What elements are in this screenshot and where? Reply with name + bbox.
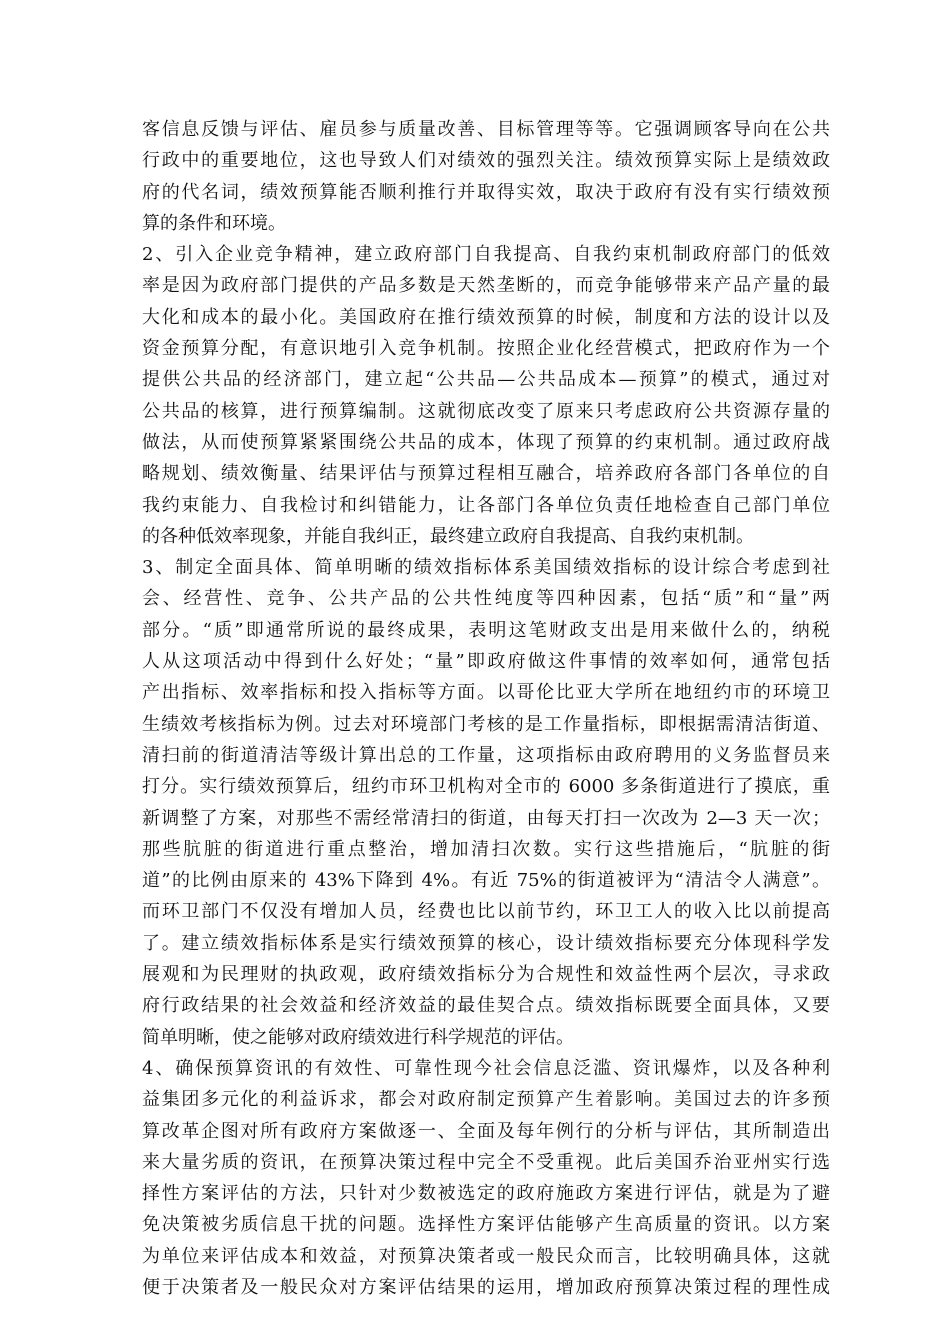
text-line: 客信息反馈与评估、雇员参与质量改善、目标管理等等。它强调顾客导向在公共 xyxy=(142,119,830,140)
text-line: 择性方案评估的方法，只针对少数被选定的政府施政方案进行评估，就是为了避 xyxy=(142,1183,830,1205)
text-line: 提供公共品的经济部门，建立起“公共品—公共品成本—预算”的模式，通过对 xyxy=(142,369,830,391)
text-line: 道”的比例由原来的 43%下降到 4%。有近 75%的街道被评为“清洁令人满意”。 xyxy=(142,870,830,892)
text-line: 新调整了方案，对那些不需经常清扫的街道，由每天打扫一次改为 2—3 天一次； xyxy=(142,807,830,829)
text-line: 展观和为民理财的执政观，政府绩效指标分为合规性和效益性两个层次，寻求政 xyxy=(142,964,830,986)
text-line: 生绩效考核指标为例。过去对环境部门考核的是工作量指标，即根据需清洁街道、 xyxy=(142,713,830,735)
text-line: 公共品的核算，进行预算编制。这就彻底改变了原来只考虑政府公共资源存量的 xyxy=(142,400,830,422)
text-line: 了。建立绩效指标体系是实行绩效预算的核心，设计绩效指标要充分体现科学发 xyxy=(142,932,830,954)
text-line: 4、确保预算资讯的有效性、可靠性现今社会信息泛滥、资讯爆炸，以及各种利 xyxy=(142,1057,830,1079)
text-line: 算改革企图对所有政府方案做逐一、全面及每年例行的分析与评估，其所制造出 xyxy=(142,1120,830,1142)
text-line: 府行政结果的社会效益和经济效益的最佳契合点。绩效指标既要全面具体，又要 xyxy=(142,995,830,1017)
text-line: 算的条件和环境。 xyxy=(142,212,286,234)
text-line: 那些肮脏的街道进行重点整治，增加清扫次数。实行这些措施后，“肮脏的街 xyxy=(142,838,830,860)
text-line: 率是因为政府部门提供的产品多数是天然垄断的，而竞争能够带来产品产量的最 xyxy=(142,275,830,297)
text-line: 略规划、绩效衡量、结果评估与预算过程相互融合，培养政府各部门各单位的自 xyxy=(142,463,830,485)
text-line: 打分。实行绩效预算后，纽约市环卫机构对全市的 6000 多条街道进行了摸底，重 xyxy=(142,776,830,798)
text-line: 做法，从而使预算紧紧围绕公共品的成本，体现了预算的约束机制。通过政府战 xyxy=(142,431,830,453)
text-line: 来大量劣质的资讯，在预算决策过程中完全不受重视。此后美国乔治亚州实行选 xyxy=(142,1151,830,1173)
text-line: 2、引入企业竞争精神，建立政府部门自我提高、自我约束机制政府部门的低效 xyxy=(142,244,830,266)
text-line: 3、制定全面具体、简单明晰的绩效指标体系美国绩效指标的设计综合考虑到社 xyxy=(142,557,830,579)
text-line: 行政中的重要地位，这也导致人们对绩效的强烈关注。绩效预算实际上是绩效政 xyxy=(142,150,830,172)
text-line: 为单位来评估成本和效益，对预算决策者或一般民众而言，比较明确具体，这就 xyxy=(142,1245,830,1267)
text-line: 会、经营性、竞争、公共产品的公共性纯度等四种因素，包括“质”和“量”两 xyxy=(142,588,830,610)
text-line: 便于决策者及一般民众对方案评估结果的运用，增加政府预算决策过程的理性成 xyxy=(142,1276,830,1298)
text-line: 而环卫部门不仅没有增加人员，经费也比以前节约，环卫工人的收入比以前提高 xyxy=(142,901,830,923)
text-line: 简单明晰，使之能够对政府绩效进行科学规范的评估。 xyxy=(142,1026,574,1048)
text-line: 部分。“质”即通常所说的最终成果，表明这笔财政支出是用来做什么的，纳税 xyxy=(142,619,830,641)
text-line: 我约束能力、自我检讨和纠错能力，让各部门各单位负责任地检查自己部门单位 xyxy=(142,494,830,516)
text-line: 人从这项活动中得到什么好处；“量”即政府做这件事情的效率如何，通常包括 xyxy=(142,651,830,673)
text-line: 清扫前的街道清洁等级计算出总的工作量，这项指标由政府聘用的义务监督员来 xyxy=(142,744,830,766)
text-line: 产出指标、效率指标和投入指标等方面。以哥伦比亚大学所在地纽约市的环境卫 xyxy=(142,682,830,704)
document-body xyxy=(142,114,830,1303)
text-line: 资金预算分配，有意识地引入竞争机制。按照企业化经营模式，把政府作为一个 xyxy=(142,338,830,360)
text-line: 的各种低效率现象，并能自我纠正，最终建立政府自我提高、自我约束机制。 xyxy=(142,525,754,547)
text-line: 益集团多元化的利益诉求，都会对政府制定预算产生着影响。美国过去的许多预 xyxy=(142,1089,830,1111)
text-line: 府的代名词，绩效预算能否顺利推行并取得实效，取决于政府有没有实行绩效预 xyxy=(142,181,830,203)
text-line: 大化和成本的最小化。美国政府在推行绩效预算的时候，制度和方法的设计以及 xyxy=(142,306,830,328)
text-line: 免决策被劣质信息干扰的问题。选择性方案评估能够产生高质量的资讯。以方案 xyxy=(142,1214,830,1236)
